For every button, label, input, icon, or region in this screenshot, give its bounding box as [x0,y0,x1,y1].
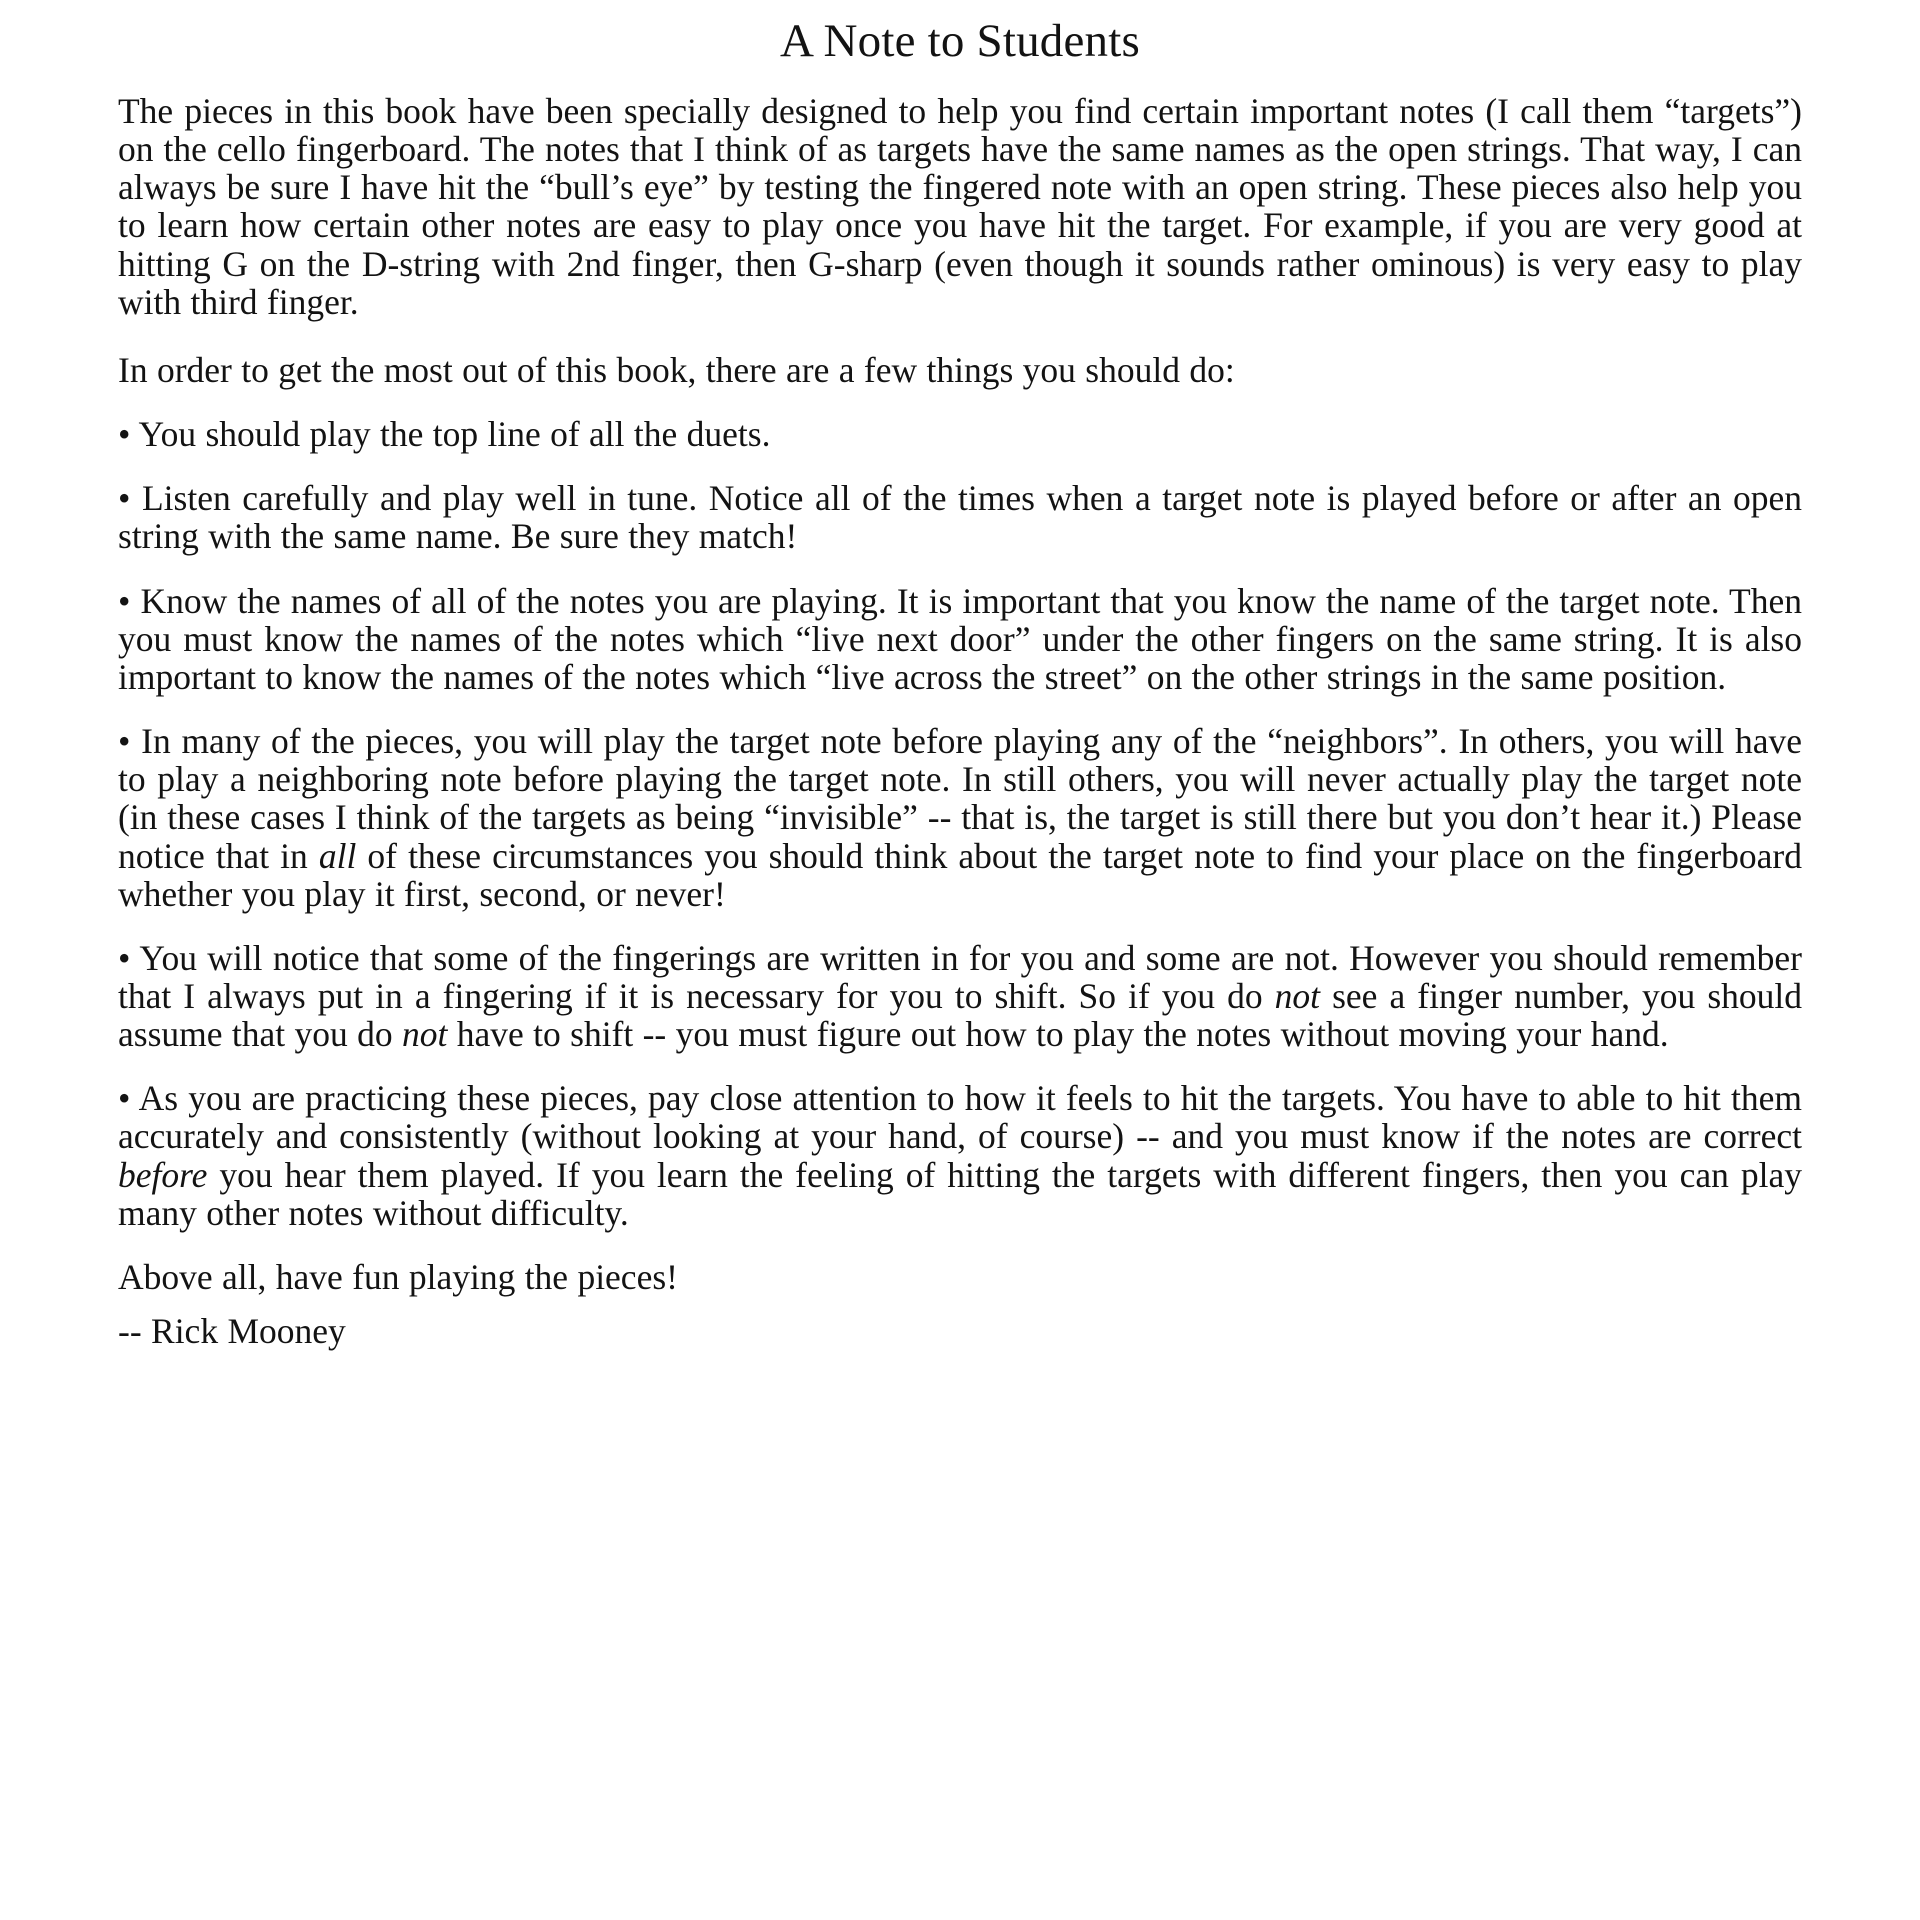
paragraph-instruction-lead: In order to get the most out of this book, there are a few things you should do: [118,349,1235,390]
bullet-6-emphasis-before: before [118,1154,208,1195]
bullet-item-3: • Know the names of all of the notes you are playing. It is important that you know the name of the target note. Then you must know the names of the notes which “live next door” under the other fingers on the same string. It is also important to know the names of the notes which “live across the street” on the other strings in the same position. [118,580,1802,697]
bullet-item-2: • Listen carefully and play well in tune. Notice all of the times when a target note is played before or after an open string with the same name. Be sure they match! [118,478,1802,557]
bullet-5-emphasis-not-1: not [1274,975,1321,1016]
bullet-4-segment-1: • In many of the pieces, you will play the target note before playing any of the “neighbors”. In others, you will have to play a neighboring note before playing the target note. In still others, you will never actually play the target note (in these cases I think of the targets as being “invisible” -- that is, the target is still there but you don’t hear it.) Please notice that in [118,721,1802,876]
bullet-item-6 [118,1079,1802,1232]
bullet-4-emphasis-all: all [318,835,357,876]
bullet-5-segment-1: • You will notice that some of the fingerings are written in for you and some are not. However you should remember that I always put in a fingering if it is necessary for you to shift. So if you do [118,937,1802,1016]
bullet-6-segment-3: you hear them played. If you learn the feeling of hitting the targets with different fingers, then you can play many other notes without difficulty. [118,1154,1802,1233]
page-title: A Note to Students [779,15,1141,67]
paragraph-intro: The pieces in this book have been specially designed to help you find certain important notes (I call them “targets”) on the cello fingerboard. The notes that I think of as targets have the same names as the open strings. That way, I can always be sure I have hit the “bull’s eye” by testing the fingered note with an open string. These pieces also help you to learn how certain other notes are easy to play once you have hit the target. For example, if you are very good at hitting G on the D-string with 2nd finger, then G-sharp (even though it sounds rather ominous) is very easy to play with third finger. [118,91,1802,322]
author-signature: -- Rick Mooney [118,1311,346,1352]
bullet-5-emphasis-not-2: not [402,1014,448,1055]
bullet-6-segment-1: • As you are practicing these pieces, pay close attention to how it feels to hit the targets. You have to able to hit them accurately and consistently (without looking at your hand, of course) -- and you must know if the notes are correct [118,1078,1802,1157]
closing-line: Above all, have fun playing the pieces! [118,1256,678,1297]
bullet-item-1: • You should play the top line of all the duets. [118,414,771,455]
bullet-5-segment-5: have to shift -- you must figure out how to play the notes without moving your hand. [447,1014,1669,1055]
bullet-item-4 [118,722,1802,913]
bullet-5-segment-3: see a finger number, you should assume that you do [118,975,1803,1055]
bullet-4-segment-3: of these circumstances you should think about the target note to find your place on the fingerboard whether you play it first, second, or never! [118,835,1802,914]
bullet-item-5 [118,939,1802,1053]
